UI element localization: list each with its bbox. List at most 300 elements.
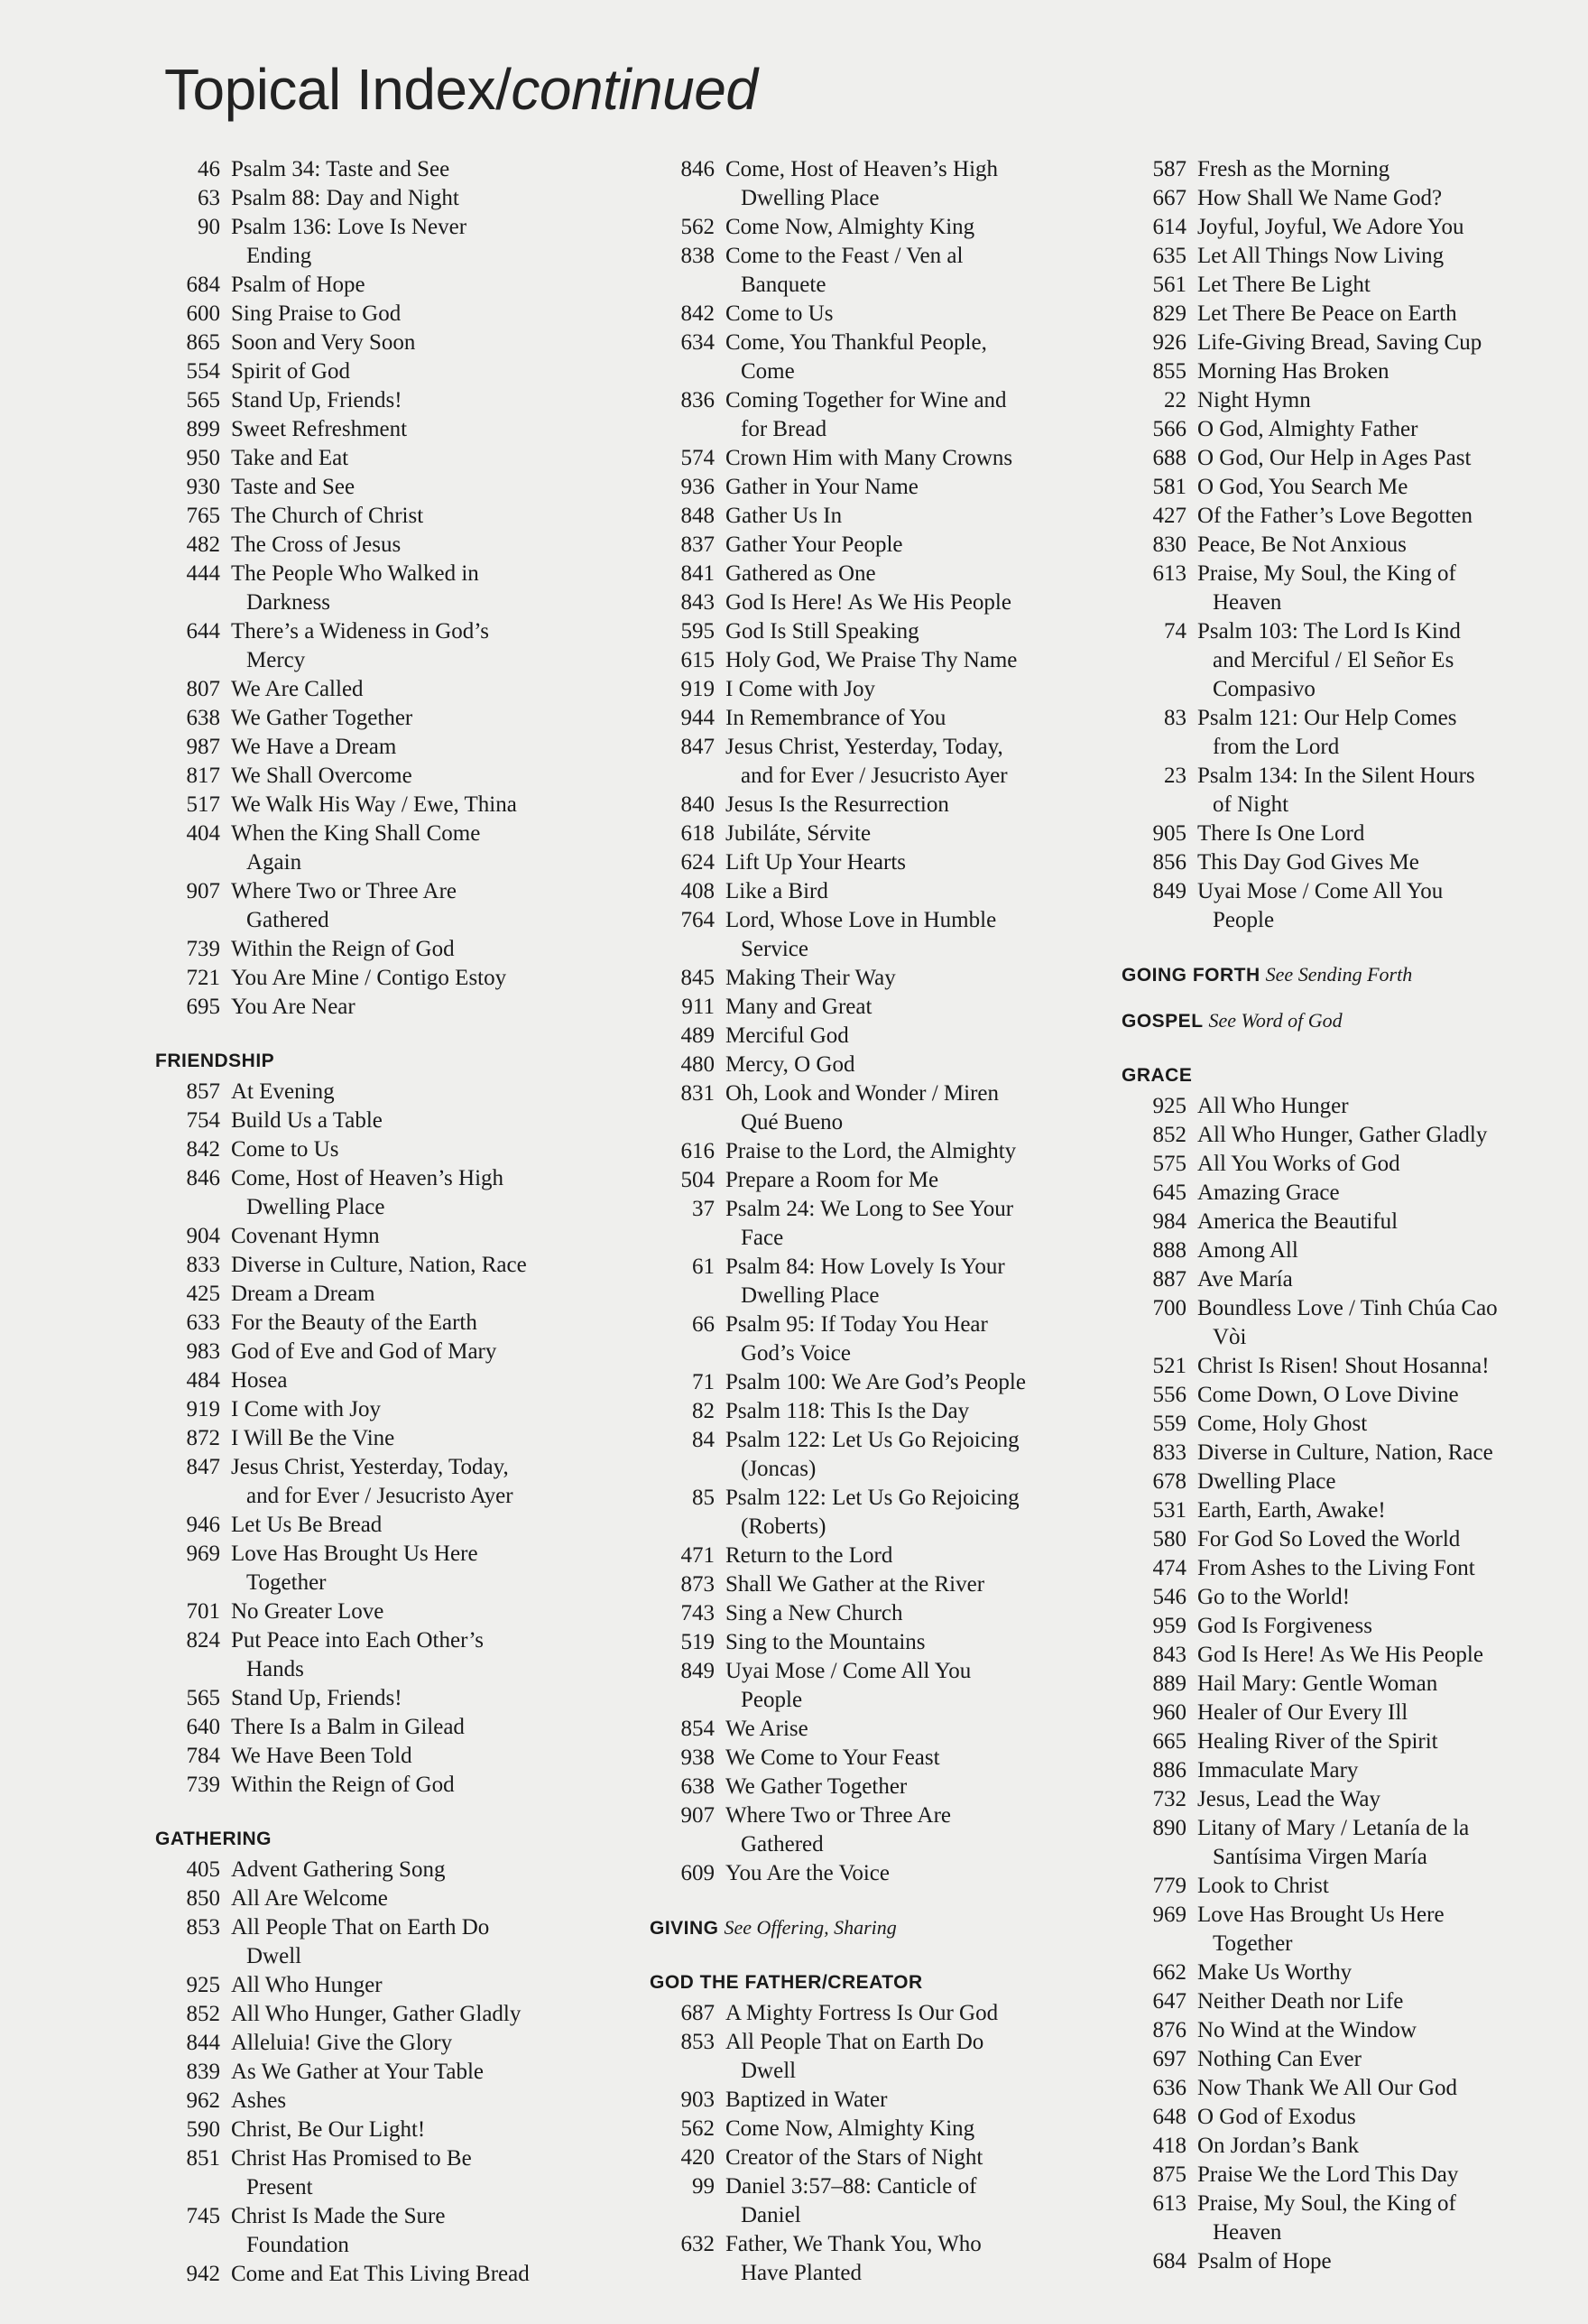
index-entry [1122, 2016, 1546, 2045]
hymn-title-line: Dwell [246, 1944, 302, 1968]
hymn-title-line: Build Us a Table [231, 1108, 383, 1133]
hymn-title [231, 791, 588, 819]
hymn-number: 609 [680, 1861, 715, 1885]
hymn-title-line: Return to the Lord [725, 1543, 893, 1568]
hymn-title-line: Praise We the Lord This Day [1197, 2162, 1459, 2187]
hymn-title-line: Within the Reign of God [231, 937, 455, 961]
hymn-title [231, 993, 588, 1022]
hymn-title [1197, 1439, 1546, 1468]
index-entry [650, 2172, 1101, 2230]
hymn-title-line: Neither Death nor Life [1197, 1989, 1404, 2014]
hymn-title-line: Gathered [741, 1832, 824, 1856]
hymn-title-line: Psalm 118: This Is the Day [725, 1399, 970, 1423]
hymn-title [725, 213, 1101, 242]
hymn-title [231, 1713, 588, 1742]
hymn-title-line: Daniel 3:57–88: Canticle of [725, 2174, 977, 2199]
hymn-title-line: Psalm 100: We Are God’s People [725, 1370, 1026, 1394]
hymn-number: 561 [1152, 273, 1186, 297]
hymn-title [231, 704, 588, 733]
index-entry [155, 762, 588, 791]
hymn-title-line: All Who Hunger, Gather Gladly [1197, 1123, 1488, 1147]
index-entry [155, 271, 588, 300]
hymn-title [725, 1368, 1101, 1397]
hymn-title-line: Lord, Whose Love in Humble [725, 908, 997, 932]
hymn-title-line: from the Lord [1213, 735, 1340, 759]
hymn-title-line: This Day God Gives Me [1197, 850, 1419, 875]
hymn-title-line: and for Ever / Jesucristo Ayer [741, 764, 1008, 788]
hymn-title [231, 762, 588, 791]
hymn-title-line: All People That on Earth Do [725, 2030, 984, 2054]
hymn-title [725, 1744, 1101, 1773]
hymn-number: 600 [186, 301, 220, 326]
hymn-title-line: All Who Hunger [1197, 1094, 1349, 1118]
hymn-title-line: How Shall We Name God? [1197, 186, 1443, 210]
hymn-title [231, 1309, 588, 1338]
hymn-title-line: Psalm of Hope [1197, 2249, 1332, 2273]
hymn-title-line: Stand Up, Friends! [231, 388, 402, 412]
hymn-title [725, 1426, 1101, 1484]
hymn-title-line: Praise to the Lord, the Almighty [725, 1139, 1017, 1163]
hymn-number: 684 [186, 273, 220, 297]
index-entry [650, 1310, 1101, 1368]
hymn-number: 886 [1152, 1758, 1186, 1782]
hymn-title [725, 791, 1101, 819]
hymn-title-line: Come to the Feast / Ven al [725, 244, 964, 268]
hymn-title-line: O God, You Search Me [1197, 475, 1408, 499]
hymn-title-line: Psalm 88: Day and Night [231, 186, 459, 210]
hymn-number: 850 [186, 1886, 220, 1911]
hymn-number: 37 [692, 1197, 715, 1221]
hymn-number: 944 [680, 706, 715, 730]
index-entry [155, 415, 588, 444]
hymn-number: 905 [1152, 821, 1186, 846]
index-entry [155, 300, 588, 329]
hymn-title [231, 819, 588, 877]
hymn-number: 624 [680, 850, 715, 875]
hymn-title-line: Joyful, Joyful, We Adore You [1197, 215, 1464, 239]
hymn-title-line: Psalm 24: We Long to See Your [725, 1197, 1014, 1221]
hymn-title-line: All People That on Earth Do [231, 1915, 490, 1940]
hymn-title-line: We Arise [725, 1717, 808, 1741]
hymn-title-line: Jesus, Lead the Way [1197, 1787, 1381, 1811]
hymn-title [231, 2116, 588, 2144]
hymn-title-line: I Will Be the Vine [231, 1426, 395, 1450]
hymn-title [1197, 1468, 1546, 1496]
hymn-title-line: Jesus Christ, Yesterday, Today, [231, 1455, 509, 1479]
hymn-title-line: Come to Us [231, 1137, 339, 1162]
hymn-number: 831 [680, 1081, 715, 1106]
hymn-title-line: for Bread [741, 417, 827, 441]
index-entry [155, 386, 588, 415]
hymn-title-line: You Are the Voice [725, 1861, 890, 1885]
index-entry [650, 2230, 1101, 2288]
hymn-title [725, 1570, 1101, 1599]
hymn-title [725, 993, 1101, 1022]
hymn-title [725, 646, 1101, 675]
hymn-number: 554 [186, 359, 220, 384]
hymn-title-line: All You Works of God [1197, 1152, 1400, 1176]
hymn-number: 839 [186, 2060, 220, 2084]
index-entry [155, 1366, 588, 1395]
section-heading-god-the-father-creator [650, 1968, 1101, 1997]
hymn-title [1197, 2247, 1546, 2276]
hymn-title [231, 444, 588, 473]
index-entry [155, 1597, 588, 1626]
index-entry [155, 819, 588, 877]
hymn-title-line: We Gather Together [231, 706, 413, 730]
hymn-title-line: For God So Loved the World [1197, 1527, 1461, 1551]
hymn-number: 842 [186, 1137, 220, 1162]
hymn-number: 984 [1152, 1209, 1186, 1234]
hymn-title-line: Of the Father’s Love Begotten [1197, 504, 1473, 528]
hymn-title-line: Look to Christ [1197, 1874, 1329, 1898]
index-entry [155, 1338, 588, 1366]
hymn-title [1197, 1670, 1546, 1699]
hymn-number: 853 [680, 2030, 715, 2054]
index-entry [1122, 1699, 1546, 1727]
hymn-title [725, 704, 1101, 733]
hymn-number: 764 [680, 908, 715, 932]
hymn-number: 848 [680, 504, 715, 528]
hymn-title-line: Oh, Look and Wonder / Miren [725, 1081, 1000, 1106]
hymn-title [1197, 560, 1546, 617]
hymn-title-line: Banquete [741, 273, 826, 297]
hymn-title-line: Together [1213, 1931, 1293, 1956]
hymn-number: 66 [692, 1312, 715, 1337]
index-entry [155, 1424, 588, 1453]
hymn-number: 853 [186, 1915, 220, 1940]
hymn-title [231, 1511, 588, 1540]
hymn-title [231, 1106, 588, 1135]
index-entry [1122, 1727, 1546, 1756]
hymn-title [725, 1484, 1101, 1542]
hymn-title-line: Santísima Virgen María [1213, 1845, 1427, 1869]
hymn-number: 471 [680, 1543, 715, 1568]
index-entry [1122, 1468, 1546, 1496]
hymn-title [1197, 2103, 1546, 2132]
hymn-number: 635 [1152, 244, 1186, 268]
index-entry [1122, 271, 1546, 300]
hymn-title-line: From Ashes to the Living Font [1197, 1556, 1475, 1580]
index-entry [1122, 1150, 1546, 1179]
hymn-title-line: Dream a Dream [231, 1282, 375, 1306]
hymn-title-line: Jesus Is the Resurrection [725, 792, 949, 817]
index-entry [1122, 1872, 1546, 1901]
hymn-title [1197, 1699, 1546, 1727]
hymn-title-line: You Are Mine / Contigo Estoy [231, 966, 507, 990]
index-entry [155, 2144, 588, 2202]
index-entry [1122, 242, 1546, 271]
hymn-title [1197, 242, 1546, 271]
hymn-number: 63 [198, 186, 220, 210]
hymn-number: 574 [680, 446, 715, 470]
hymn-number: 581 [1152, 475, 1186, 499]
index-entry [650, 617, 1101, 646]
index-entry [1122, 1236, 1546, 1265]
hymn-title [725, 560, 1101, 588]
index-entry [650, 213, 1101, 242]
hymn-title-line: I Come with Joy [725, 677, 875, 701]
hymn-number: 907 [186, 879, 220, 903]
hymn-number: 684 [1152, 2249, 1186, 2273]
hymn-title [231, 1884, 588, 1913]
hymn-title-line: Service [741, 937, 808, 961]
index-entry [1122, 2247, 1546, 2276]
hymn-title-line: All Are Welcome [231, 1886, 388, 1911]
hymn-title [1197, 1814, 1546, 1872]
hymn-title-line: Vòi [1213, 1325, 1247, 1349]
hymn-title-line: Psalm 136: Love Is Never [231, 215, 467, 239]
hymn-title-line: The Cross of Jesus [231, 532, 402, 557]
hymn-title [231, 1424, 588, 1453]
hymn-title [725, 1137, 1101, 1166]
hymn-title [725, 1999, 1101, 2028]
hymn-number: 969 [1152, 1903, 1186, 1927]
see-also-reference: See Offering, Sharing [724, 1916, 897, 1939]
hymn-title-line: Come and Eat This Living Bread [231, 2262, 530, 2286]
hymn-title-line: Gathered as One [725, 561, 876, 586]
hymn-title [1197, 1987, 1546, 2016]
hymn-title-line: Boundless Love / Tinh Chúa Cao [1197, 1296, 1498, 1320]
hymn-number: 562 [680, 215, 715, 239]
hymn-title-line: There’s a Wideness in God’s [231, 619, 489, 643]
hymn-title-line: Come [741, 359, 795, 384]
hymn-number: 919 [680, 677, 715, 701]
hymn-title-line: In Remembrance of You [725, 706, 946, 730]
index-entry [155, 993, 588, 1022]
index-entry [1122, 1958, 1546, 1987]
hymn-title-line: Go to the World! [1197, 1585, 1351, 1609]
hymn-title-line: Psalm 121: Our Help Comes [1197, 706, 1457, 730]
index-entry [1122, 1554, 1546, 1583]
hymn-title [231, 2260, 588, 2289]
hymn-title-line: Where Two or Three Are [725, 1803, 951, 1828]
index-entry [650, 906, 1101, 964]
hymn-number: 632 [680, 2232, 715, 2256]
index-entry [155, 155, 588, 184]
index-entry [650, 444, 1101, 473]
hymn-title-line: God Is Forgiveness [1197, 1614, 1372, 1638]
hymn-title-line: We Are Called [231, 677, 364, 701]
hymn-title-line: Sing to the Mountains [725, 1630, 926, 1654]
hymn-title-line: Let There Be Light [1197, 273, 1371, 297]
hymn-title-line: Christ Is Risen! Shout Hosanna! [1197, 1354, 1490, 1378]
hymn-number: 925 [186, 1973, 220, 1997]
hymn-title-line: No Greater Love [231, 1599, 384, 1624]
index-entry [1122, 1583, 1546, 1612]
index-entry [155, 1856, 588, 1884]
hymn-number: 721 [186, 966, 220, 990]
hymn-number: 71 [692, 1370, 715, 1394]
hymn-title [725, 444, 1101, 473]
hymn-title-line: Advent Gathering Song [231, 1857, 446, 1882]
hymn-title [231, 1856, 588, 1884]
hymn-number: 566 [1152, 417, 1186, 441]
hymn-title [231, 1251, 588, 1280]
index-entry [1122, 473, 1546, 502]
index-entry [155, 1135, 588, 1164]
hymn-title [231, 1453, 588, 1511]
index-entry [1122, 1525, 1546, 1554]
hymn-number: 695 [186, 995, 220, 1019]
hymn-title-line: Jesus Christ, Yesterday, Today, [725, 735, 1003, 759]
hymn-title-line: Diverse in Culture, Nation, Race [231, 1253, 527, 1277]
hymn-title-line: Psalm 122: Let Us Go Rejoicing [725, 1486, 1020, 1510]
index-entry [1122, 762, 1546, 819]
hymn-number: 480 [680, 1052, 715, 1077]
hymn-title [725, 1801, 1101, 1859]
hymn-number: 754 [186, 1108, 220, 1133]
hymn-title [725, 1542, 1101, 1570]
hymn-title-line: O God, Almighty Father [1197, 417, 1418, 441]
hymn-title [725, 155, 1101, 213]
hymn-title-line: and Merciful / El Señor Es [1213, 648, 1454, 672]
hymn-title [725, 877, 1101, 906]
hymn-title [725, 386, 1101, 444]
hymn-title-line: Present [246, 2175, 313, 2199]
hymn-number: 474 [1152, 1556, 1186, 1580]
hymn-number: 615 [680, 648, 715, 672]
hymn-number: 22 [1164, 388, 1186, 412]
index-entry [1122, 1092, 1546, 1121]
index-entry [155, 2029, 588, 2058]
hymn-title [1197, 1612, 1546, 1641]
hymn-title-line: Diverse in Culture, Nation, Race [1197, 1440, 1493, 1465]
hymn-title-line: America the Beautiful [1197, 1209, 1399, 1234]
index-entry [650, 675, 1101, 704]
hymn-number: 678 [1152, 1469, 1186, 1494]
hymn-number: 648 [1152, 2105, 1186, 2129]
hymn-title-line: Come Now, Almighty King [725, 2116, 975, 2141]
hymn-number: 926 [1152, 330, 1186, 355]
hymn-number: 765 [186, 504, 220, 528]
hymn-title-line: The People Who Walked in [231, 561, 479, 586]
index-entry [1122, 1179, 1546, 1208]
hymn-title-line: Psalm 134: In the Silent Hours [1197, 764, 1475, 788]
hymn-title [1197, 502, 1546, 531]
index-entry [650, 1628, 1101, 1657]
hymn-number: 697 [1152, 2047, 1186, 2071]
hymn-title-line: Psalm 34: Taste and See [231, 157, 450, 181]
hymn-title-line: Creator of the Stars of Night [725, 2145, 983, 2170]
hymn-title [725, 675, 1101, 704]
hymn-title [231, 2202, 588, 2260]
hymn-number: 854 [680, 1717, 715, 1741]
hymn-title [725, 588, 1101, 617]
hymn-number: 889 [1152, 1671, 1186, 1696]
index-entry [1122, 502, 1546, 531]
hymn-title [1197, 877, 1546, 935]
hymn-title-line: Crown Him with Many Crowns [725, 446, 1013, 470]
hymn-title-line: Uyai Mose / Come All You [1197, 879, 1444, 903]
hymn-number: 843 [1152, 1643, 1186, 1667]
hymn-title-line: Come Now, Almighty King [725, 215, 975, 239]
hymn-number: 638 [186, 706, 220, 730]
hymn-title-line: Heaven [1213, 2220, 1282, 2245]
hymn-title-line: We Have a Dream [231, 735, 397, 759]
hymn-number: 427 [1152, 504, 1186, 528]
hymn-title-line: Again [246, 850, 302, 875]
index-entry [650, 1397, 1101, 1426]
index-entry [1122, 1641, 1546, 1670]
hymn-number: 876 [1152, 2018, 1186, 2042]
hymn-title [725, 2143, 1101, 2172]
index-entry [1122, 386, 1546, 415]
hymn-number: 700 [1152, 1296, 1186, 1320]
hymn-title-line: We Walk His Way / Ewe, Thina [231, 792, 517, 817]
hymn-title-line: We Shall Overcome [231, 764, 412, 788]
hymn-number: 959 [1152, 1614, 1186, 1638]
hymn-title [1197, 1554, 1546, 1583]
hymn-title [231, 271, 588, 300]
hymn-title-line: Psalm 84: How Lovely Is Your [725, 1255, 1005, 1279]
hymn-number: 830 [1152, 532, 1186, 557]
hymn-number: 688 [1152, 446, 1186, 470]
index-entry [155, 329, 588, 357]
hymn-number: 875 [1152, 2162, 1186, 2187]
hymn-title-line: Soon and Very Soon [231, 330, 416, 355]
hymn-title-line: Litany of Mary / Letanía de la [1197, 1816, 1470, 1840]
hymn-title-line: We Come to Your Feast [725, 1745, 940, 1770]
section-heading-label: GIVING [650, 1918, 719, 1939]
section-heading-giving [650, 1913, 1101, 1943]
hymn-title-line: Psalm 122: Let Us Go Rejoicing [725, 1428, 1020, 1452]
index-entry [1122, 1814, 1546, 1872]
hymn-title-line: Father, We Thank You, Who [725, 2232, 982, 2256]
index-entry [155, 877, 588, 935]
hymn-title [231, 1078, 588, 1106]
hymn-title [725, 1166, 1101, 1195]
hymn-title-line: Like a Bird [725, 879, 828, 903]
index-entry [1122, 2161, 1546, 2190]
hymn-title-line: All Who Hunger [231, 1973, 383, 1997]
index-entry [650, 1079, 1101, 1137]
hymn-number: 61 [692, 1255, 715, 1279]
hymn-title [231, 1684, 588, 1713]
hymn-title [231, 473, 588, 502]
hymn-number: 938 [680, 1745, 715, 1770]
hymn-title [1197, 1583, 1546, 1612]
hymn-title [1197, 357, 1546, 386]
hymn-number: 739 [186, 937, 220, 961]
hymn-title-line: Healer of Our Every Ill [1197, 1700, 1408, 1725]
hymn-title-line: Ave María [1197, 1267, 1293, 1292]
hymn-title [1197, 1756, 1546, 1785]
index-entry [155, 2087, 588, 2116]
hymn-title [725, 848, 1101, 877]
hymn-number: 613 [1152, 2191, 1186, 2216]
hymn-title-line: Many and Great [725, 995, 872, 1019]
hymn-title [231, 155, 588, 184]
index-entry [650, 1368, 1101, 1397]
hymn-title [231, 1135, 588, 1164]
index-entry [1122, 2103, 1546, 2132]
hymn-title [1197, 1179, 1546, 1208]
hymn-title-line: Spirit of God [231, 359, 350, 384]
hymn-title [231, 213, 588, 271]
index-entry [1122, 1381, 1546, 1410]
hymn-title-line: There Is a Balm in Gilead [231, 1715, 465, 1739]
hymn-title-line: Psalm 95: If Today You Hear [725, 1312, 988, 1337]
hymn-number: 83 [1164, 706, 1186, 730]
hymn-title [725, 2086, 1101, 2115]
hymn-number: 847 [186, 1455, 220, 1479]
index-entry [650, 155, 1101, 213]
hymn-title [231, 329, 588, 357]
hymn-number: 99 [692, 2174, 715, 2199]
hymn-title [231, 617, 588, 675]
hymn-title-line: Baptized in Water [725, 2088, 888, 2112]
